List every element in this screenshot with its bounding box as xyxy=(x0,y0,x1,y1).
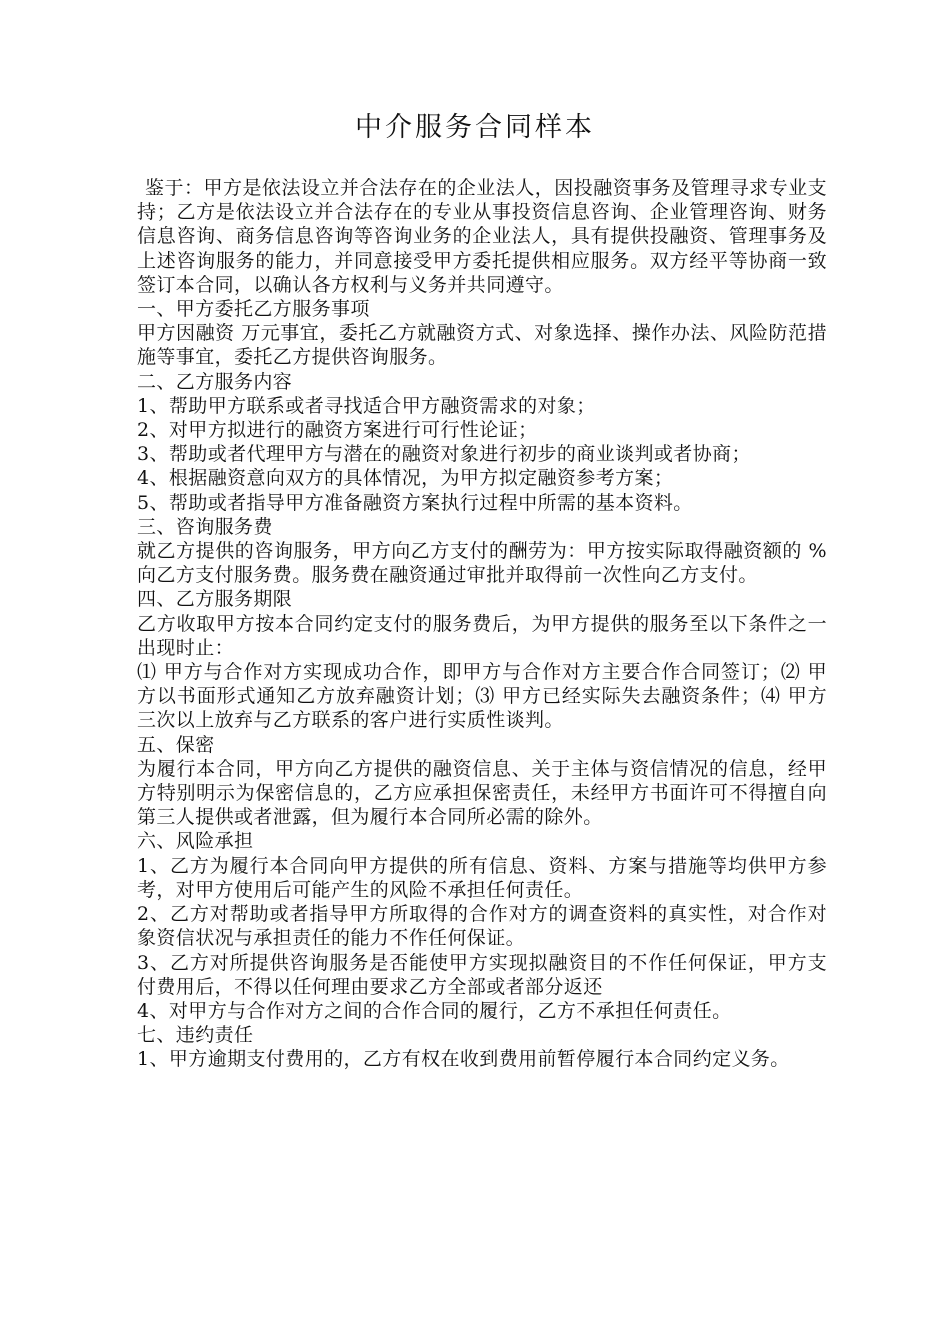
document-body xyxy=(137,176,827,1072)
section-paragraph: 甲方因融资 万元事宜，委托乙方就融资方式、对象选择、操作办法、风险防范措施等事宜，委托乙方提供咨询服务。 xyxy=(137,322,827,369)
section-heading: 七、违约责任 xyxy=(137,1024,254,1047)
section-paragraph: 乙方收取甲方按本合同约定支付的服务费后，为甲方提供的服务至以下条件之一出现时止： xyxy=(137,612,827,659)
section-paragraph: ⑴ 甲方与合作对方实现成功合作，即甲方与合作对方主要合作合同签订；⑵ 甲方以书面形式通知乙方放弃融资计划；⑶ 甲方已经实际失去融资条件；⑷ 甲方三次以上放弃与乙方联系的客户进行实质性谈判。 xyxy=(137,661,827,732)
section-7 xyxy=(137,1023,827,1071)
list-item: 1、帮助甲方联系或者寻找适合甲方融资需求的对象； xyxy=(137,394,596,417)
list-item: 1、乙方为履行本合同向甲方提供的所有信息、资料、方案与措施等均供甲方参考，对甲方使用后可能产生的风险不承担任何责任。 xyxy=(137,854,827,901)
section-heading: 六、风险承担 xyxy=(137,830,254,853)
section-paragraph: 为履行本合同，甲方向乙方提供的融资信息、关于主体与资信情况的信息，经甲方特别明示为保密信息的，乙方应承担保密责任，未经甲方书面许可不得擅自向第三人提供或者泄露，但为履行本合同所必需的除外。 xyxy=(137,757,827,829)
list-item: 2、对甲方拟进行的融资方案进行可行性论证； xyxy=(137,419,538,442)
section-paragraph: 就乙方提供的咨询服务，甲方向乙方支付的酬劳为：甲方按实际取得融资额的 %向乙方支付服务费。服务费在融资通过审批并取得前一次性向乙方支付。 xyxy=(137,540,827,587)
list-item: 4、根据融资意向双方的具体情况，为甲方拟定融资参考方案； xyxy=(137,467,674,490)
intro-paragraph: 鉴于：甲方是依法设立并合法存在的企业法人，因投融资事务及管理寻求专业支持；乙方是依法设立并合法存在的专业从事投资信息咨询、企业管理咨询、财务信息咨询、商务信息咨询等咨询业务的企业法人，具有提供投融资、管理事务及上述咨询服务的能力，并同意接受甲方委托提供相应服务。双方经平等协商一致签订本合同，以确认各方权利与义务并共同遵守。 xyxy=(137,177,827,296)
list-item: 1、甲方逾期支付费用的，乙方有权在收到费用前暂停履行本合同约定义务。 xyxy=(137,1048,790,1071)
section-heading: 四、乙方服务期限 xyxy=(137,588,293,611)
section-5 xyxy=(137,733,827,830)
document-title: 中介服务合同样本 xyxy=(355,112,595,143)
section-2 xyxy=(137,370,827,515)
section-1 xyxy=(137,297,827,370)
section-heading: 二、乙方服务内容 xyxy=(137,370,293,393)
section-heading: 一、甲方委托乙方服务事项 xyxy=(137,298,370,321)
list-item: 4、对甲方与合作对方之间的合作合同的履行，乙方不承担任何责任。 xyxy=(137,999,732,1022)
list-item: 2、乙方对帮助或者指导甲方所取得的合作对方的调查资料的真实性，对合作对象资信状况与承担责任的能力不作任何保证。 xyxy=(137,903,827,950)
section-heading: 三、咨询服务费 xyxy=(137,515,273,538)
list-item: 3、乙方对所提供咨询服务是否能使甲方实现拟融资目的不作任何保证，甲方支付费用后，不得以任何理由要求乙方全部或者部分返还 xyxy=(137,951,827,998)
section-6 xyxy=(137,829,827,1023)
section-heading: 五、保密 xyxy=(137,733,215,756)
section-3 xyxy=(137,515,827,588)
list-item: 3、帮助或者代理甲方与潜在的融资对象进行初步的商业谈判或者协商； xyxy=(137,443,751,466)
section-4 xyxy=(137,587,827,732)
list-item: 5、帮助或者指导甲方准备融资方案执行过程中所需的基本资料。 xyxy=(137,491,693,514)
